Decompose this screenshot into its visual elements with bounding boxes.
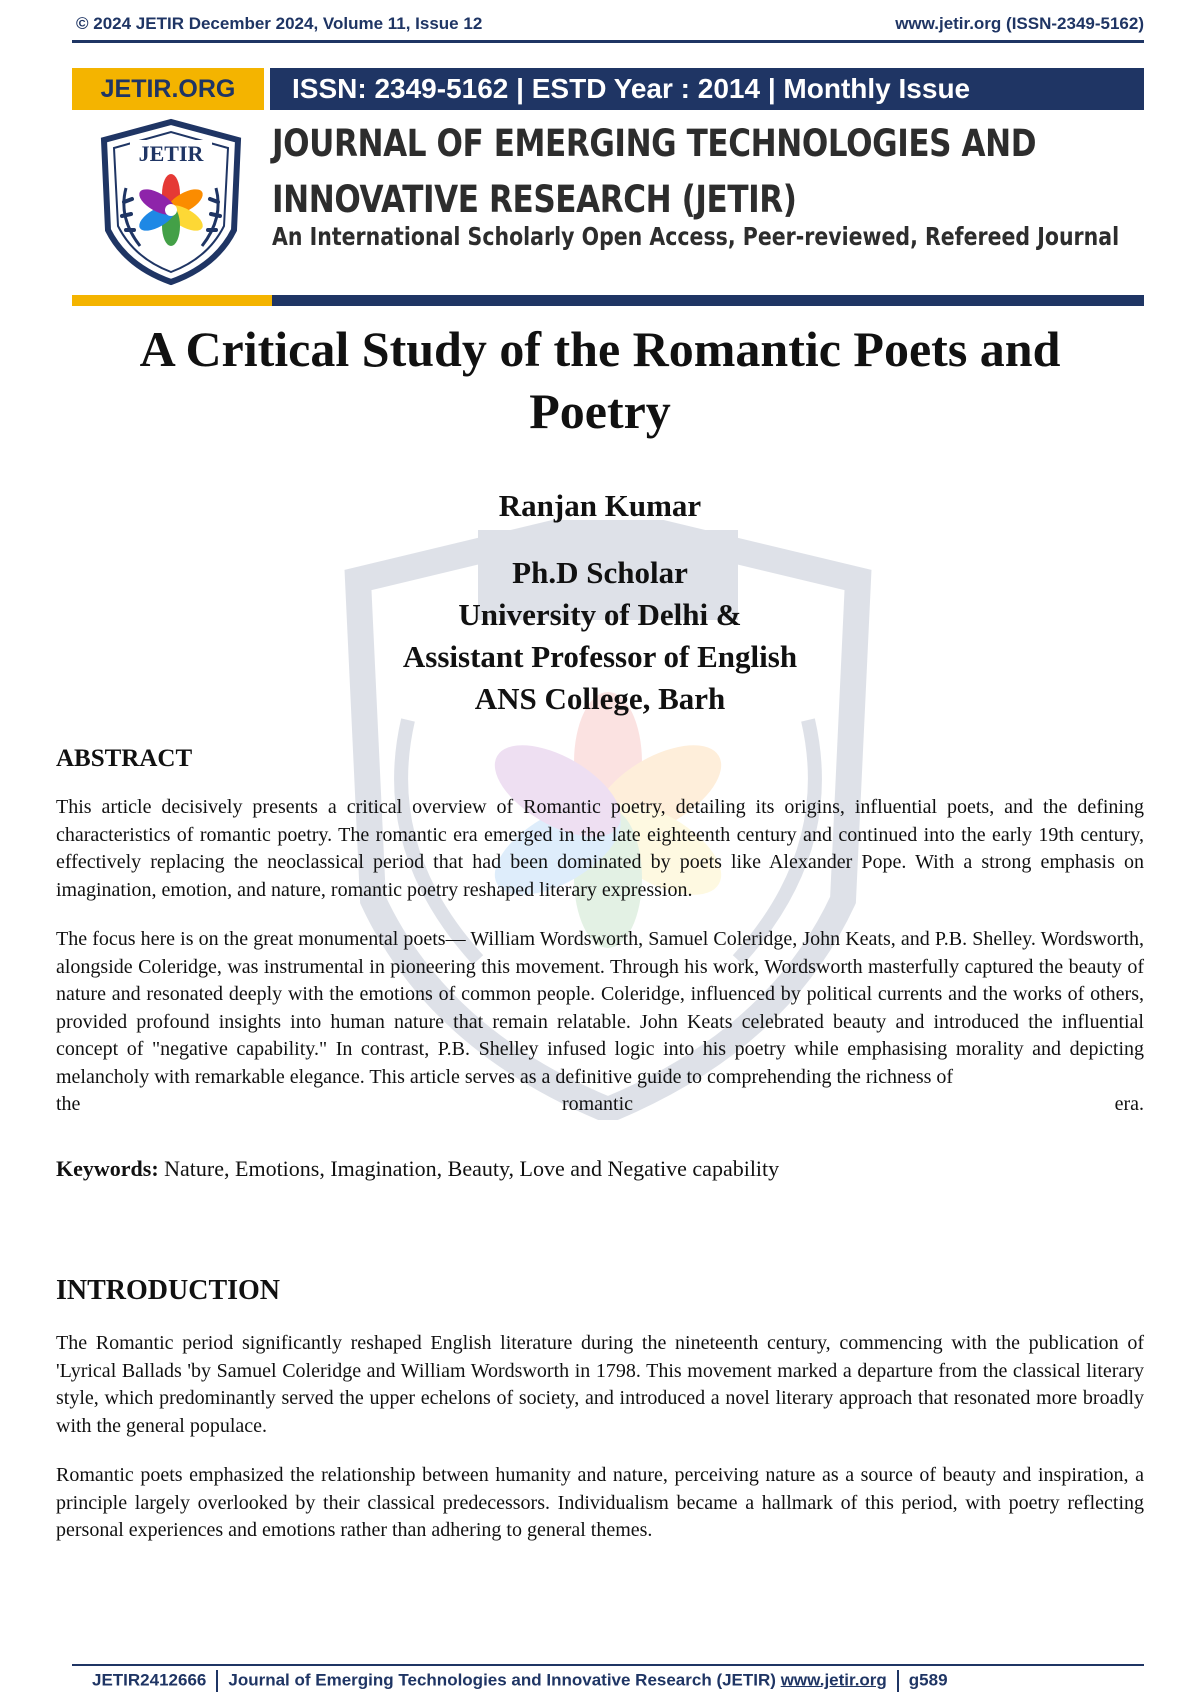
footer-separator <box>897 1670 899 1692</box>
introduction-paragraph: Romantic poets emphasized the relationship between humanity and nature, perceiving nature as a source of beauty and inspiration, a principle largely overlooked by their classical predecessors. Individualism became a hallmark of this period, with poetry reflecting personal experiences and emotions rather than adhering to general themes. <box>56 1464 1144 1541</box>
last-word: the <box>56 1093 81 1115</box>
footer-rule <box>72 1664 1144 1666</box>
header-rule <box>72 40 1144 43</box>
page-footer <box>72 1664 1144 1694</box>
footer-text <box>92 1670 1144 1692</box>
running-header <box>72 14 1144 40</box>
author-name: Ranjan Kumar <box>498 488 702 523</box>
page-number: g589 <box>908 1670 948 1690</box>
article-id: JETIR2412666 <box>92 1670 207 1690</box>
journal-subtitle: An International Scholarly Open Access, Peer-reviewed, Refereed Journal <box>272 222 1120 251</box>
last-word: romantic <box>561 1093 634 1115</box>
footer-site-link[interactable]: www.jetir.org <box>780 1670 887 1690</box>
paper-title <box>60 318 1140 442</box>
paper-title-line1: A Critical Study of the Romantic Poets and <box>139 321 1061 377</box>
keywords <box>56 1155 1144 1183</box>
issn-bar: ISSN: 2349-5162 | ESTD Year : 2014 | Monthly Issue <box>270 68 1144 110</box>
journal-title-line2: INNOVATIVE RESEARCH (JETIR) <box>272 178 797 221</box>
affiliation-line: ANS College, Barh <box>474 681 726 716</box>
journal-title <box>272 116 1037 228</box>
band-gold <box>72 295 272 306</box>
journal-title-line1: JOURNAL OF EMERGING TECHNOLOGIES AND <box>272 122 1037 165</box>
jetir-org-label: JETIR.ORG <box>72 68 264 110</box>
paper-body <box>56 744 1144 1567</box>
affiliation-line: Ph.D Scholar <box>512 555 688 590</box>
abstract-last-line <box>56 1091 1144 1119</box>
footer-separator <box>216 1670 218 1692</box>
journal-banner <box>72 68 1144 110</box>
author-affiliation <box>0 552 1200 720</box>
jetir-shield-logo <box>96 118 246 286</box>
last-word: era. <box>1114 1093 1144 1115</box>
header-band <box>72 295 1144 306</box>
copyright-line: © 2024 JETIR December 2024, Volume 11, Issue 12 <box>76 14 483 33</box>
abstract-heading: ABSTRACT <box>56 745 193 772</box>
abstract-paragraph: The focus here is on the great monumental poets— William Wordsworth, Samuel Coleridge, John Keats, and P.B. Shelley. Wordsworth, alongside Coleridge, was instrumental in pioneering this movement. Through his work, Wordsworth masterfully captured the beauty of nature and resonated deeply with the emotions of common people. Coleridge, influenced by political currents and the works of others, provided profound insights into human nature that remain relatable. John Keats celebrated beauty and introduced the influential concept of "negative capability." In contrast, P.B. Shelley infused logic into his poetry while emphasising morality and depicting melancholy with remarkable elegance. This article serves as a definitive guide to comprehending the richness of <box>56 928 1144 1088</box>
website-issn[interactable]: www.jetir.org (ISSN-2349-5162) <box>895 14 1144 33</box>
footer-journal: Journal of Emerging Technologies and Innovative Research (JETIR) <box>228 1670 776 1690</box>
introduction-heading: INTRODUCTION <box>56 1275 281 1306</box>
keywords-text: Nature, Emotions, Imagination, Beauty, Love and Negative capability <box>158 1155 780 1181</box>
introduction-paragraph: The Romantic period significantly reshaped English literature during the nineteenth century, commencing with the publication of 'Lyrical Ballads 'by Samuel Coleridge and William Wordsworth in 1798. This movement marked a departure from the classical literary style, which predominantly served the upper echelons of society, and introduced a novel literary approach that resonated more broadly with the general populace. <box>56 1332 1144 1437</box>
logo-text: JETIR <box>138 141 204 166</box>
paper-title-line2: Poetry <box>529 383 671 439</box>
band-navy <box>272 295 1144 306</box>
affiliation-line: Assistant Professor of English <box>402 639 798 674</box>
affiliation-line: University of Delhi & <box>458 597 742 632</box>
keywords-label: Keywords: <box>56 1155 159 1181</box>
abstract-paragraph: This article decisively presents a critical overview of Romantic poetry, detailing its origins, influential poets, and the defining characteristics of romantic poetry. The romantic era emerged in the late eighteenth century and continued into the early 19th century, effectively replacing the neoclassical period that had been dominated by poets like Alexander Pope. With a strong emphasis on imagination, emotion, and nature, romantic poetry reshaped literary expression. <box>56 796 1144 901</box>
